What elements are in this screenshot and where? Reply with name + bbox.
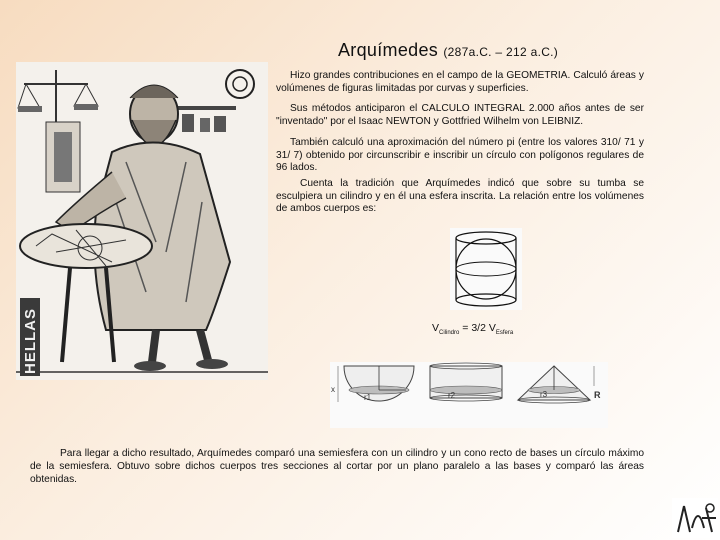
portrait-caption: HELLAS — [22, 308, 39, 374]
cylinder-sphere-figure — [450, 228, 522, 310]
label-r2: r2 — [448, 391, 456, 400]
logo-icon — [672, 498, 718, 538]
label-r3: r3 — [540, 390, 548, 399]
title-dates: (287a.C. – 212 a.C.) — [443, 45, 559, 59]
label-r1: r1 — [364, 393, 372, 402]
formula-sub-cylinder: Cilindro — [439, 330, 460, 337]
sections-figure — [330, 362, 608, 428]
paragraph-semiesfera: Para llegar a dicho resultado, Arquímedes comparó una semiesfera con un cilindro y un cono recto de bases un círculo máximo de la semiesfera. Obtuvo sobre dichos cuerpos tres secciones al cortar por un plano paralelo a las bases y comparó las áreas obtenidas. — [30, 448, 644, 485]
title-name: Arquímedes — [338, 40, 439, 60]
volume-formula — [432, 322, 513, 336]
archimedes-portrait — [16, 62, 268, 380]
page-title — [338, 40, 558, 61]
paragraph-geometria: Hizo grandes contribuciones en el campo de la GEOMETRIA. Calculó áreas y volúmenes de figuras limitadas por curvas y superficies. — [276, 70, 644, 94]
label-x: x — [331, 385, 335, 394]
label-R: R — [594, 390, 601, 400]
formula-middle: = 3/2 V — [459, 322, 496, 334]
paragraph-calculo: Sus métodos anticiparon el CALCULO INTEGRAL 2.000 años antes de ser "inventado" por el Isaac NEWTON y Gottfried Wilhelm von LEIBNIZ. — [276, 103, 644, 127]
paragraph-tumba: Cuenta la tradición que Arquímedes indicó que sobre su tumba se esculpiera un cilindro y en él una esfera inscrita. La relación entre los volúmenes de ambos cuerpos es: — [276, 178, 644, 215]
formula-v-cylinder: V — [432, 322, 440, 334]
formula-sub-sphere: Esfera — [495, 330, 514, 337]
paragraph-pi: También calculó una aproximación del número pi (entre los valores 310/ 71 y 31/ 7) obtenido por circunscribir e inscribir un círculo con polígonos regulares de 96 lados. — [276, 137, 644, 174]
